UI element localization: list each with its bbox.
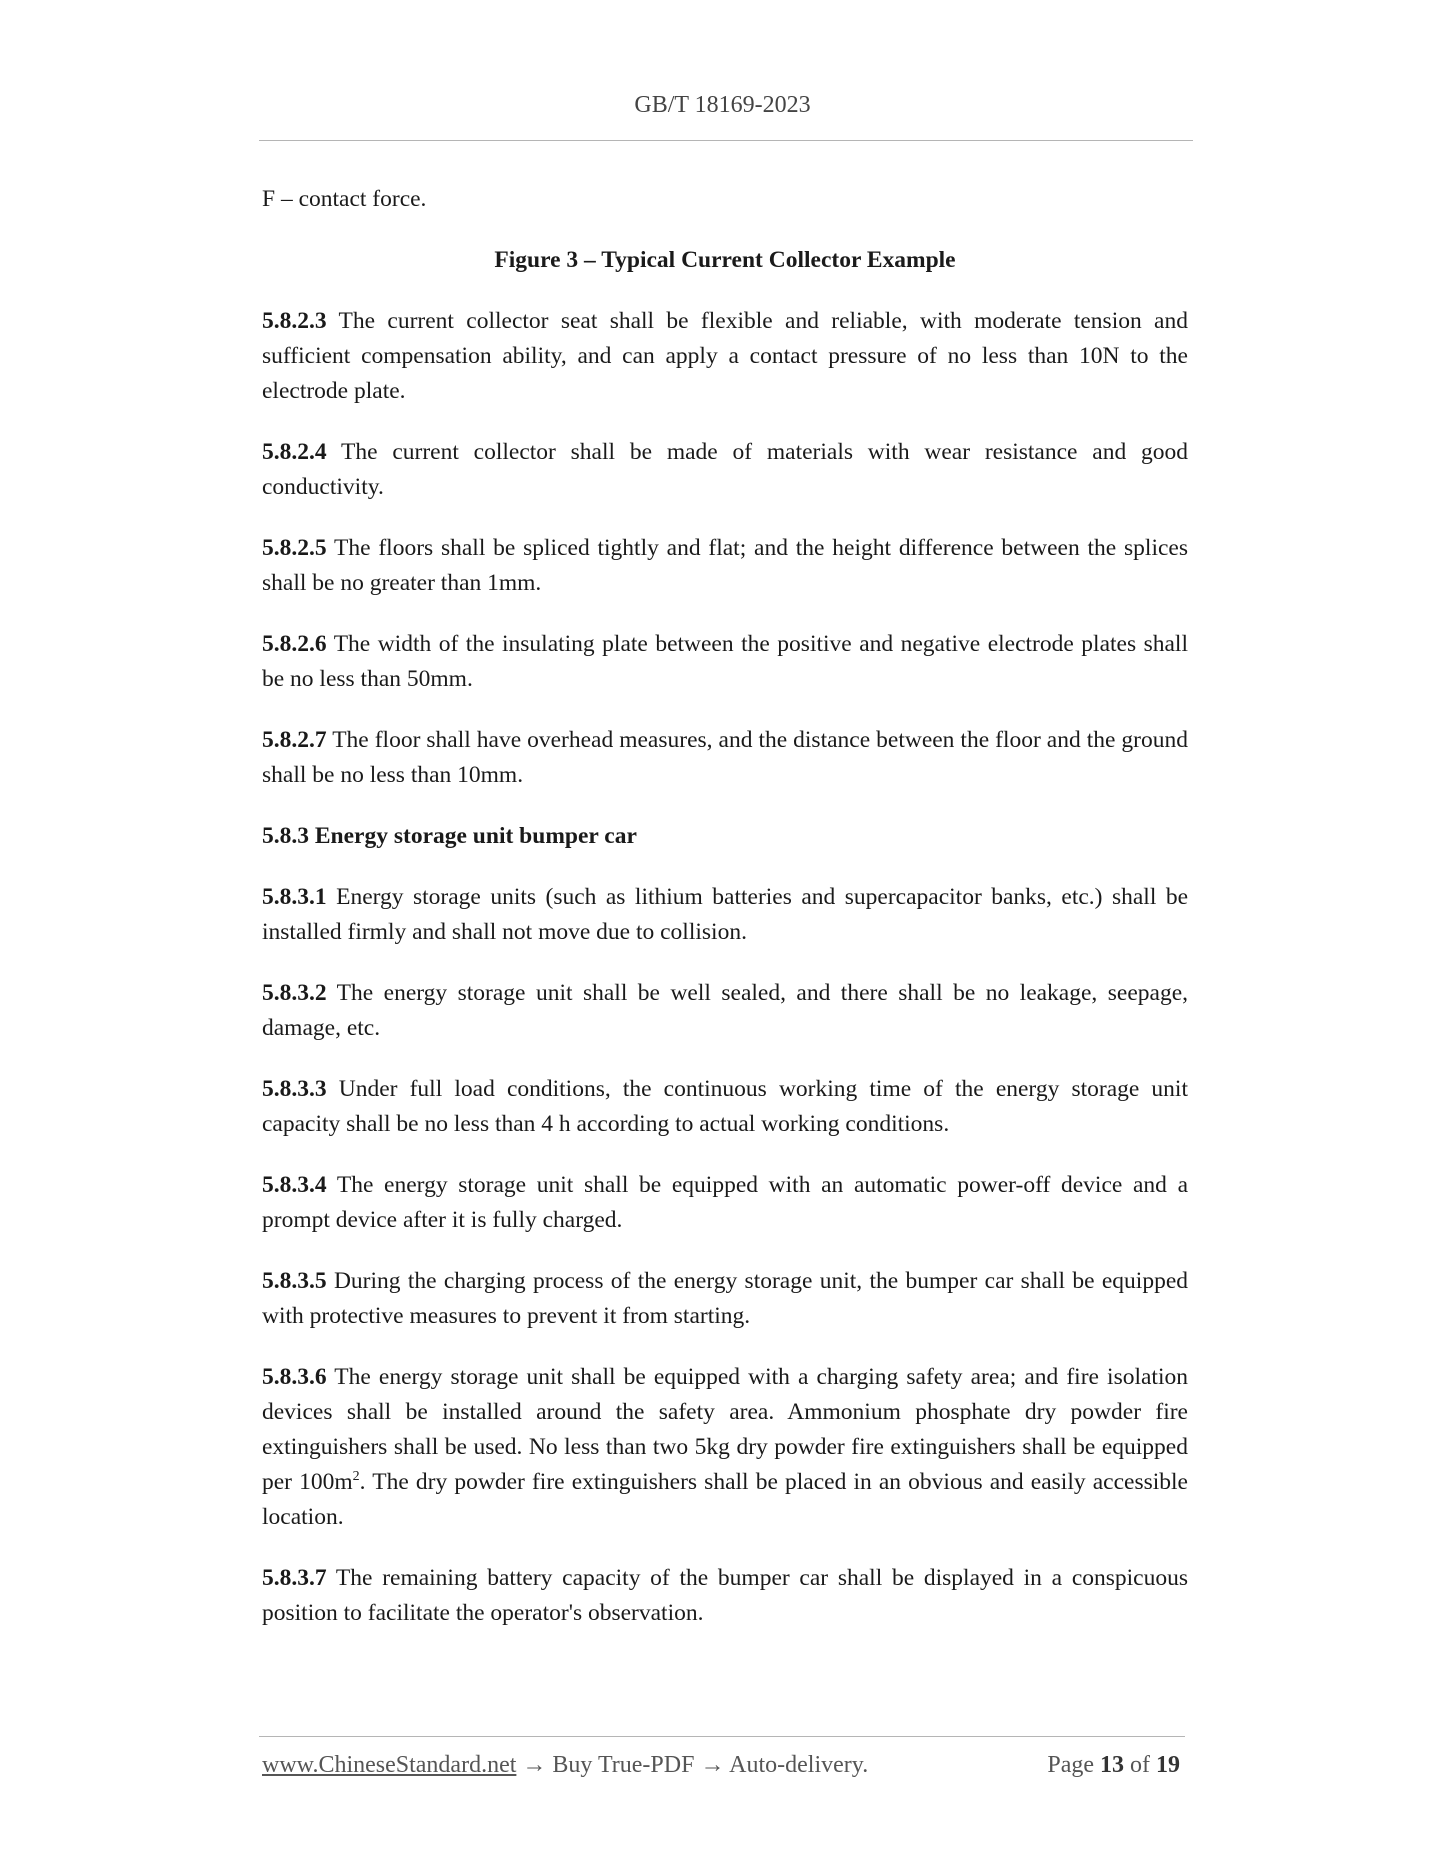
clause-number: 5.8.3.6 — [262, 1364, 327, 1390]
clause-number: 5.8.2.5 — [262, 535, 327, 561]
clause-text-continued: . The dry powder fire extinguishers shall be placed in an obvious and easily accessible location. — [262, 1469, 1188, 1530]
footer-divider — [259, 1736, 1185, 1737]
total-pages: 19 — [1156, 1752, 1180, 1778]
arrow-right-icon: → — [516, 1752, 553, 1778]
clause-number: 5.8.2.3 — [262, 308, 327, 334]
clause-5-8-2-5 — [262, 531, 1188, 601]
clause-text: During the charging process of the energy storage unit, the bumper car shall be equipped with protective measures to prevent it from starting. — [262, 1268, 1188, 1329]
clause-text: The energy storage unit shall be equipped with an automatic power-off device and a prompt device after it is fully charged. — [262, 1172, 1188, 1233]
document-body — [262, 182, 1188, 1657]
clause-5-8-2-4 — [262, 435, 1188, 505]
of-label: of — [1124, 1752, 1156, 1778]
page-label: Page — [1047, 1752, 1100, 1778]
clause-text: The energy storage unit shall be equipped with a charging safety area; and fire isolation devices shall be installed around the safety area. Ammonium phosphate dry powder fire extinguishers shall be used. No less than two 5kg dry powder fire extinguishers shall be equipped per 100m — [262, 1364, 1188, 1495]
current-page: 13 — [1100, 1752, 1124, 1778]
clause-number: 5.8.2.7 — [262, 727, 327, 753]
clause-5-8-3-3 — [262, 1072, 1188, 1142]
clause-number: 5.8.2.4 — [262, 439, 327, 465]
clause-text: The floors shall be spliced tightly and flat; and the height difference between the splices shall be no greater than 1mm. — [262, 535, 1188, 596]
header-divider — [259, 140, 1193, 141]
clause-text: The energy storage unit shall be well sealed, and there shall be no leakage, seepage, damage, etc. — [262, 980, 1188, 1041]
clause-5-8-3-7 — [262, 1561, 1188, 1631]
clause-number: 5.8.3.7 — [262, 1565, 327, 1591]
footer-promo — [262, 1752, 868, 1779]
page-footer — [262, 1752, 1180, 1792]
auto-delivery-text: Auto-delivery. — [729, 1752, 869, 1778]
clause-5-8-3-2 — [262, 976, 1188, 1046]
clause-text: Under full load conditions, the continuous working time of the energy storage unit capacity shall be no less than 4 h according to actual working conditions. — [262, 1076, 1188, 1137]
clause-number: 5.8.3.3 — [262, 1076, 327, 1102]
clause-5-8-2-7 — [262, 723, 1188, 793]
clause-number: 5.8.2.6 — [262, 631, 327, 657]
clause-5-8-3-4 — [262, 1168, 1188, 1238]
clause-5-8-2-6 — [262, 627, 1188, 697]
clause-text: The current collector seat shall be flexible and reliable, with moderate tension and sufficient compensation ability, and can apply a contact pressure of no less than 10N to the electrode plate. — [262, 308, 1188, 404]
arrow-right-icon: → — [694, 1752, 730, 1778]
clause-text: The remaining battery capacity of the bumper car shall be displayed in a conspicuous position to facilitate the operator's observation. — [262, 1565, 1188, 1626]
clause-number: 5.8.3.1 — [262, 884, 327, 910]
section-heading-5-8-3: 5.8.3 Energy storage unit bumper car — [262, 823, 637, 849]
document-header-title: GB/T 18169-2023 — [634, 92, 811, 118]
clause-5-8-3-6 — [262, 1360, 1188, 1535]
buy-pdf-text: Buy True-PDF — [552, 1752, 695, 1778]
clause-text: Energy storage units (such as lithium batteries and supercapacitor banks, etc.) shall be installed firmly and shall not move due to collision. — [262, 884, 1188, 945]
clause-5-8-3-5 — [262, 1264, 1188, 1334]
clause-text: The current collector shall be made of materials with wear resistance and good conductivity. — [262, 439, 1188, 500]
clause-5-8-3-1 — [262, 880, 1188, 950]
clause-number: 5.8.3.4 — [262, 1172, 327, 1198]
clause-text: The floor shall have overhead measures, and the distance between the floor and the ground shall be no less than 10mm. — [262, 727, 1188, 788]
superscript-exponent: 2 — [352, 1469, 360, 1485]
page-number — [1047, 1752, 1180, 1779]
clause-5-8-2-3 — [262, 304, 1188, 409]
legend-line: F – contact force. — [262, 186, 427, 212]
website-link[interactable]: www.ChineseStandard.net — [262, 1752, 517, 1778]
clause-number: 5.8.3.2 — [262, 980, 327, 1006]
clause-text: The width of the insulating plate between the positive and negative electrode plates shall be no less than 50mm. — [262, 631, 1188, 692]
clause-number: 5.8.3.5 — [262, 1268, 327, 1294]
figure-caption: Figure 3 – Typical Current Collector Example — [494, 247, 956, 273]
